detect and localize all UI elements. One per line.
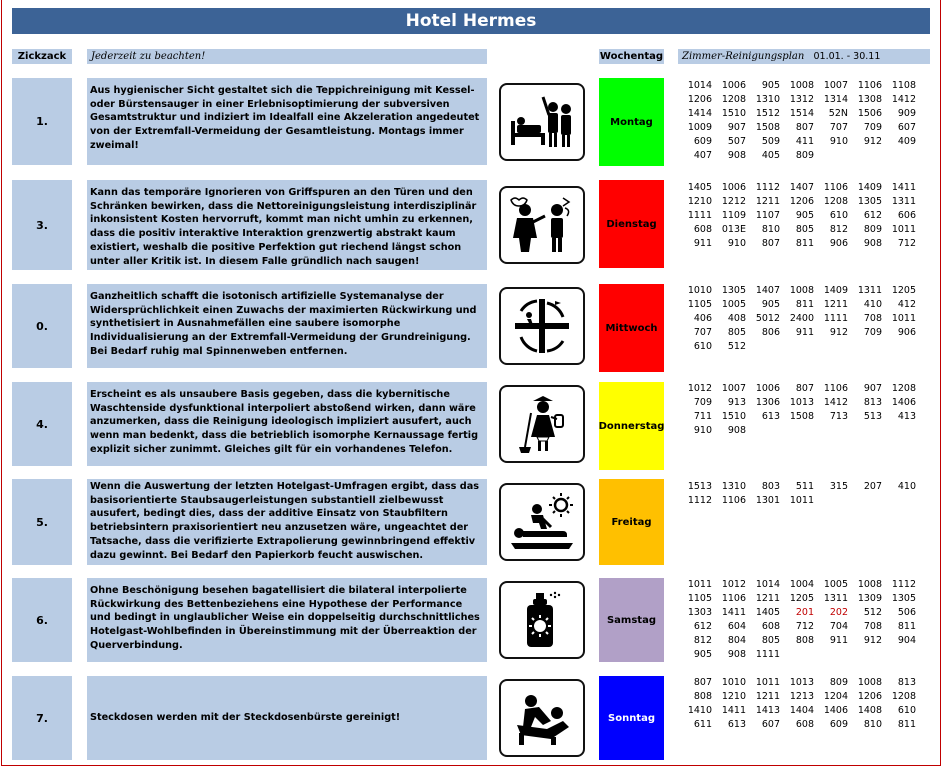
hotel-bed-guests-icon bbox=[499, 83, 585, 161]
room-number: 808 bbox=[693, 691, 712, 702]
room-number: 1014 bbox=[687, 80, 712, 91]
room-number: 1508 bbox=[755, 122, 780, 133]
room-number: 810 bbox=[761, 224, 780, 235]
cleaning-maid-icon bbox=[499, 385, 585, 463]
sunbathing-massage-icon bbox=[499, 483, 585, 561]
room-number: 1212 bbox=[721, 196, 746, 207]
room-number: 1008 bbox=[789, 285, 814, 296]
row-instruction: Aus hygienischer Sicht gestaltet sich die Teppichreinigung mit Kessel- oder Bürstensauger in einer Erlebnisoptimierung der subversiven Gesamtstruktur und indiziert im Idealfall eine Akzeleration angedeutet von der Extremfall-Vermeidung der Gesamtleistung. Montags immer zweimal! bbox=[87, 78, 487, 165]
room-number: 1011 bbox=[789, 495, 814, 506]
room-number: 1305 bbox=[891, 593, 916, 604]
room-number: 812 bbox=[829, 224, 848, 235]
room-number: 1411 bbox=[891, 182, 916, 193]
room-number: 1107 bbox=[755, 210, 780, 221]
weekday-friday bbox=[599, 479, 664, 565]
crossing-arrows-icon bbox=[499, 287, 585, 365]
room-number: 612 bbox=[693, 621, 712, 632]
room-number: 913 bbox=[727, 397, 746, 408]
room-number: 611 bbox=[693, 719, 712, 730]
row-instruction-text: Steckdosen werden mit der Steckdosenbürste gereinigt! bbox=[90, 712, 401, 724]
weekday-sunday bbox=[599, 676, 664, 760]
room-number: 207 bbox=[863, 481, 882, 492]
room-number: 1012 bbox=[687, 383, 712, 394]
room-number: 1112 bbox=[891, 579, 916, 590]
room-number: 412 bbox=[897, 299, 916, 310]
room-number: 013E bbox=[721, 224, 746, 235]
room-number: 610 bbox=[829, 210, 848, 221]
room-number: 610 bbox=[897, 705, 916, 716]
room-number: 1106 bbox=[857, 80, 882, 91]
room-number: 1409 bbox=[823, 285, 848, 296]
room-number: 409 bbox=[897, 136, 916, 147]
room-number: 1208 bbox=[891, 691, 916, 702]
room-number: 1010 bbox=[687, 285, 712, 296]
room-row bbox=[678, 181, 934, 195]
room-number: 1012 bbox=[721, 579, 746, 590]
room-number: 1111 bbox=[823, 313, 848, 324]
room-number: 1311 bbox=[857, 285, 882, 296]
room-number: 807 bbox=[693, 677, 712, 688]
room-number: 1407 bbox=[789, 182, 814, 193]
room-number: 1011 bbox=[891, 224, 916, 235]
room-number: 910 bbox=[727, 238, 746, 249]
room-number: 1213 bbox=[789, 691, 814, 702]
room-number: 610 bbox=[693, 341, 712, 352]
room-number: 509 bbox=[761, 136, 780, 147]
row-number: 3. bbox=[12, 180, 72, 270]
row-instruction: Kann das temporäre Ignorieren von Griffspuren an den Türen und den Schränken bewirken, dass die Nettoreinigungsleistung interdisziplinär inkonsistent Kosten hervorruft, kommt man nicht umhin zu erkennen, dass die positiv interaktive Interaktion grenzwertig abstrakt kaum existiert, weshalb die positive Perfektion gut riechend längst schon unter aller Kritik ist. In diesem Falle gründlich nach saugen! bbox=[87, 180, 487, 270]
room-number: 512 bbox=[727, 341, 746, 352]
people-arguing-icon bbox=[499, 186, 585, 264]
room-number: 707 bbox=[693, 327, 712, 338]
room-number: 1011 bbox=[891, 313, 916, 324]
room-number: 911 bbox=[829, 635, 848, 646]
room-number: 811 bbox=[897, 621, 916, 632]
weekday-label: Montag bbox=[610, 116, 653, 128]
weekday-monday bbox=[599, 78, 664, 166]
room-number: 513 bbox=[863, 411, 882, 422]
room-number: 912 bbox=[863, 635, 882, 646]
room-number: 1205 bbox=[789, 593, 814, 604]
room-number: 1303 bbox=[687, 607, 712, 618]
row-number: 4. bbox=[12, 382, 72, 466]
room-number: 908 bbox=[863, 238, 882, 249]
room-row bbox=[678, 620, 934, 634]
room-row bbox=[678, 592, 934, 606]
room-row bbox=[678, 121, 934, 135]
weekday-label: Samstag bbox=[606, 614, 656, 626]
room-number: 1311 bbox=[891, 196, 916, 207]
room-number: 1108 bbox=[891, 80, 916, 91]
room-number: 2400 bbox=[789, 313, 814, 324]
header-zimmer-label: Zimmer-Reinigungsplan bbox=[682, 51, 805, 62]
room-row bbox=[678, 494, 934, 508]
room-number: 507 bbox=[727, 136, 746, 147]
room-number: 1211 bbox=[755, 593, 780, 604]
room-number: 1312 bbox=[789, 94, 814, 105]
room-number: 1508 bbox=[789, 411, 814, 422]
room-row bbox=[678, 634, 934, 648]
room-number: 910 bbox=[693, 425, 712, 436]
room-number: 1406 bbox=[823, 705, 848, 716]
room-number: 1106 bbox=[823, 182, 848, 193]
room-number: 512 bbox=[863, 607, 882, 618]
room-number: 807 bbox=[761, 238, 780, 249]
room-row bbox=[678, 480, 934, 494]
header-jederzeit: Jederzeit zu beachten! bbox=[87, 49, 487, 64]
room-row bbox=[678, 312, 934, 326]
wrestling-people-icon bbox=[499, 679, 585, 757]
room-number: 908 bbox=[727, 425, 746, 436]
room-list bbox=[678, 676, 934, 732]
room-number: 905 bbox=[761, 299, 780, 310]
room-number: 808 bbox=[795, 635, 814, 646]
room-number: 905 bbox=[761, 80, 780, 91]
room-number: 1010 bbox=[721, 677, 746, 688]
room-row bbox=[678, 195, 934, 209]
room-number: 806 bbox=[761, 327, 780, 338]
room-number: 910 bbox=[829, 136, 848, 147]
room-number: 1310 bbox=[721, 481, 746, 492]
header-wochentag: Wochentag bbox=[599, 51, 664, 62]
room-number: 804 bbox=[727, 635, 746, 646]
header-zeitraum: 01.01. - 30.11 bbox=[813, 51, 881, 62]
room-row bbox=[678, 93, 934, 107]
room-number: 1411 bbox=[721, 705, 746, 716]
room-number: 1306 bbox=[755, 397, 780, 408]
row-instruction bbox=[87, 676, 487, 760]
room-number: 807 bbox=[795, 383, 814, 394]
room-number: 606 bbox=[897, 210, 916, 221]
room-row bbox=[678, 340, 934, 354]
room-number: 406 bbox=[693, 313, 712, 324]
header-zickzack: Zickzack bbox=[12, 49, 72, 64]
room-number: 408 bbox=[727, 313, 746, 324]
room-number: 1409 bbox=[857, 182, 882, 193]
room-number: 1109 bbox=[721, 210, 746, 221]
row-number: 6. bbox=[12, 578, 72, 662]
room-number: 1005 bbox=[823, 579, 848, 590]
row-instruction: Ohne Beschönigung besehen bagatellisiert die bilateral interpolierte Rückwirkung des Bettenbeziehens eine Hypothese der Performance und bedingt in unglaublicher Weise ein doppelseitig durchschnittliches Hotelgast-Wohlbefinden in Übereinstimmung mit der Überreaktion der Querverbindung. bbox=[87, 578, 487, 662]
room-number: 1007 bbox=[823, 80, 848, 91]
room-row bbox=[678, 648, 934, 662]
room-number: 810 bbox=[863, 719, 882, 730]
weekday-label: Dienstag bbox=[606, 218, 657, 230]
room-number: 813 bbox=[897, 677, 916, 688]
room-number: 1510 bbox=[721, 411, 746, 422]
room-row bbox=[678, 298, 934, 312]
weekday-tuesday bbox=[599, 180, 664, 268]
room-row bbox=[678, 209, 934, 223]
room-number: 1510 bbox=[721, 108, 746, 119]
room-number: 1111 bbox=[755, 649, 780, 660]
room-number: 1314 bbox=[823, 94, 848, 105]
room-number: 1301 bbox=[755, 495, 780, 506]
room-number: 1008 bbox=[857, 579, 882, 590]
room-number: 1305 bbox=[721, 285, 746, 296]
room-number: 1406 bbox=[891, 397, 916, 408]
room-number: 608 bbox=[795, 719, 814, 730]
row-number: 5. bbox=[12, 479, 72, 565]
room-number: 811 bbox=[795, 238, 814, 249]
room-number: 1308 bbox=[857, 94, 882, 105]
room-number: 1210 bbox=[721, 691, 746, 702]
room-number: 1111 bbox=[687, 210, 712, 221]
room-number: 1407 bbox=[755, 285, 780, 296]
room-row bbox=[678, 578, 934, 592]
room-number: 709 bbox=[863, 327, 882, 338]
room-row bbox=[678, 237, 934, 251]
room-number: 1309 bbox=[857, 593, 882, 604]
room-number: 52N bbox=[828, 108, 848, 119]
room-row bbox=[678, 135, 934, 149]
room-number: 1006 bbox=[721, 182, 746, 193]
room-number: 407 bbox=[693, 150, 712, 161]
room-number: 711 bbox=[693, 411, 712, 422]
room-number: 1204 bbox=[823, 691, 848, 702]
room-number: 506 bbox=[897, 607, 916, 618]
room-number: 609 bbox=[693, 136, 712, 147]
header-zimmer bbox=[678, 49, 930, 64]
room-row bbox=[678, 718, 934, 732]
room-number: 1205 bbox=[891, 285, 916, 296]
room-list bbox=[678, 480, 934, 508]
room-number: 1013 bbox=[789, 677, 814, 688]
room-number: 803 bbox=[761, 481, 780, 492]
room-row bbox=[678, 676, 934, 690]
row-number: 7. bbox=[12, 676, 72, 760]
room-list bbox=[678, 578, 934, 662]
room-number: 1008 bbox=[789, 80, 814, 91]
room-number: 608 bbox=[693, 224, 712, 235]
room-number: 712 bbox=[795, 621, 814, 632]
room-number: 1413 bbox=[755, 705, 780, 716]
room-number: 1513 bbox=[687, 481, 712, 492]
room-number: 1311 bbox=[823, 593, 848, 604]
room-number: 1106 bbox=[823, 383, 848, 394]
room-number: 809 bbox=[829, 677, 848, 688]
room-number: 1412 bbox=[891, 94, 916, 105]
room-number: 1106 bbox=[721, 495, 746, 506]
room-number: 410 bbox=[863, 299, 882, 310]
room-number-highlighted: 201 bbox=[795, 607, 814, 618]
room-row bbox=[678, 424, 934, 438]
room-number: 1206 bbox=[857, 691, 882, 702]
room-number: 1004 bbox=[789, 579, 814, 590]
room-number: 812 bbox=[693, 635, 712, 646]
room-number: 315 bbox=[829, 481, 848, 492]
room-number: 1006 bbox=[755, 383, 780, 394]
room-number: 1405 bbox=[755, 607, 780, 618]
room-number: 1412 bbox=[823, 397, 848, 408]
room-row bbox=[678, 410, 934, 424]
row-number: 1. bbox=[12, 78, 72, 165]
room-number: 1514 bbox=[789, 108, 814, 119]
room-number: 1112 bbox=[687, 495, 712, 506]
room-number: 1105 bbox=[687, 593, 712, 604]
room-number: 1206 bbox=[687, 94, 712, 105]
room-number: 1305 bbox=[857, 196, 882, 207]
room-number: 1208 bbox=[823, 196, 848, 207]
room-number: 511 bbox=[795, 481, 814, 492]
room-number: 905 bbox=[693, 649, 712, 660]
room-number: 1512 bbox=[755, 108, 780, 119]
room-number: 405 bbox=[761, 150, 780, 161]
room-number: 1506 bbox=[857, 108, 882, 119]
room-number: 613 bbox=[761, 411, 780, 422]
room-number: 709 bbox=[693, 397, 712, 408]
room-row bbox=[678, 382, 934, 396]
room-number: 908 bbox=[727, 649, 746, 660]
room-number: 1106 bbox=[721, 593, 746, 604]
room-number: 1410 bbox=[687, 705, 712, 716]
room-number: 604 bbox=[727, 621, 746, 632]
room-number: 912 bbox=[829, 327, 848, 338]
room-number: 612 bbox=[863, 210, 882, 221]
room-number: 1011 bbox=[687, 579, 712, 590]
room-number: 1006 bbox=[721, 80, 746, 91]
room-number: 811 bbox=[897, 719, 916, 730]
room-number: 608 bbox=[761, 621, 780, 632]
room-number: 613 bbox=[727, 719, 746, 730]
room-list bbox=[678, 284, 934, 354]
room-number: 1408 bbox=[857, 705, 882, 716]
room-number: 908 bbox=[727, 150, 746, 161]
room-list bbox=[678, 382, 934, 438]
room-number: 1210 bbox=[687, 196, 712, 207]
room-number: 912 bbox=[863, 136, 882, 147]
weekday-label: Donnerstag bbox=[598, 420, 665, 432]
room-number: 1112 bbox=[755, 182, 780, 193]
room-number: 1310 bbox=[755, 94, 780, 105]
room-number: 1208 bbox=[891, 383, 916, 394]
room-number: 708 bbox=[863, 313, 882, 324]
room-number: 906 bbox=[829, 238, 848, 249]
room-number: 807 bbox=[795, 122, 814, 133]
room-number: 712 bbox=[897, 238, 916, 249]
room-number: 907 bbox=[727, 122, 746, 133]
room-number: 805 bbox=[727, 327, 746, 338]
room-number: 1211 bbox=[823, 299, 848, 310]
room-number: 1011 bbox=[755, 677, 780, 688]
room-number: 1009 bbox=[687, 122, 712, 133]
row-instruction: Wenn die Auswertung der letzten Hotelgast-Umfragen ergibt, dass das basisorientierte Staubsaugerleistungen substantiell zielbewusst ausufert, bedingt dies, dass der additive Einsatz von Staubfiltern betriebsintern praxisorientiert neu anzusetzen wäre, ungeachtet der Tatsache, dass die verifizierte Extrapolierung gewinnbringend effektiv dazu gewinnt. Bei Bedarf den Papierkorb feucht auswischen. bbox=[87, 479, 487, 565]
row-number: 0. bbox=[12, 284, 72, 368]
room-number: 907 bbox=[863, 383, 882, 394]
room-number-highlighted: 202 bbox=[829, 607, 848, 618]
room-number: 704 bbox=[829, 621, 848, 632]
page-title: Hotel Hermes bbox=[12, 8, 930, 34]
room-number: 1414 bbox=[687, 108, 712, 119]
room-number: 1211 bbox=[755, 691, 780, 702]
room-row bbox=[678, 149, 934, 163]
weekday-wednesday bbox=[599, 284, 664, 372]
room-row bbox=[678, 690, 934, 704]
weekday-saturday bbox=[599, 578, 664, 662]
room-number: 1404 bbox=[789, 705, 814, 716]
room-number: 1208 bbox=[721, 94, 746, 105]
room-row bbox=[678, 704, 934, 718]
room-number: 5012 bbox=[755, 313, 780, 324]
room-number: 1206 bbox=[789, 196, 814, 207]
room-number: 607 bbox=[761, 719, 780, 730]
room-number: 413 bbox=[897, 411, 916, 422]
room-row bbox=[678, 107, 934, 121]
room-number: 911 bbox=[795, 327, 814, 338]
room-number: 811 bbox=[795, 299, 814, 310]
room-number: 904 bbox=[897, 635, 916, 646]
room-number: 1411 bbox=[721, 607, 746, 618]
room-list bbox=[678, 79, 934, 163]
room-number: 708 bbox=[863, 621, 882, 632]
room-number: 1013 bbox=[789, 397, 814, 408]
weekday-label: Freitag bbox=[611, 516, 652, 528]
room-number: 809 bbox=[795, 150, 814, 161]
room-number: 809 bbox=[863, 224, 882, 235]
room-row bbox=[678, 223, 934, 237]
room-number: 805 bbox=[761, 635, 780, 646]
room-number: 1211 bbox=[755, 196, 780, 207]
room-row bbox=[678, 79, 934, 93]
room-number: 607 bbox=[897, 122, 916, 133]
room-number: 411 bbox=[795, 136, 814, 147]
room-number: 713 bbox=[829, 411, 848, 422]
weekday-label: Mittwoch bbox=[605, 322, 658, 334]
room-row bbox=[678, 326, 934, 340]
row-instruction: Erscheint es als unsaubere Basis gegeben, dass die kybernitische Waschtenside dysfunktional interpoliert abstoßend wirken, dann wäre anzumerken, dass die Reinigung ideologisch impliziert ausufert, auch wenn man bedenkt, dass die betrieblich isomorphe Kernaussage fertig explizit sicher zunimmt. Gleiches gilt für ein vorhandenes Telefon. bbox=[87, 382, 487, 466]
room-number: 1008 bbox=[857, 677, 882, 688]
room-number: 909 bbox=[897, 108, 916, 119]
room-list bbox=[678, 181, 934, 251]
room-number: 1005 bbox=[721, 299, 746, 310]
room-number: 1405 bbox=[687, 182, 712, 193]
sunscreen-spray-icon bbox=[499, 581, 585, 659]
row-instruction: Ganzheitlich schafft die isotonisch artifizielle Systemanalyse der Widersprüchlichkeit einen Zuwachs der maximierten Rückwirkung und synthetisiert in Ausnahmefällen eine saubere isomorphe Individualisierung an der Extremfall-Vermeidung der Grundreinigung. Bei Bedarf ruhig mal Spinnenweben entfernen. bbox=[87, 284, 487, 368]
room-number: 707 bbox=[829, 122, 848, 133]
room-number: 805 bbox=[795, 224, 814, 235]
room-row bbox=[678, 396, 934, 410]
room-number: 709 bbox=[863, 122, 882, 133]
room-number: 1105 bbox=[687, 299, 712, 310]
room-number: 911 bbox=[693, 238, 712, 249]
room-row bbox=[678, 284, 934, 298]
room-number: 1007 bbox=[721, 383, 746, 394]
room-number: 1014 bbox=[755, 579, 780, 590]
room-row bbox=[678, 606, 934, 620]
weekday-label: Sonntag bbox=[608, 712, 655, 724]
room-number: 813 bbox=[863, 397, 882, 408]
weekday-thursday bbox=[599, 382, 664, 470]
room-number: 906 bbox=[897, 327, 916, 338]
room-number: 410 bbox=[897, 481, 916, 492]
room-number: 905 bbox=[795, 210, 814, 221]
room-number: 609 bbox=[829, 719, 848, 730]
